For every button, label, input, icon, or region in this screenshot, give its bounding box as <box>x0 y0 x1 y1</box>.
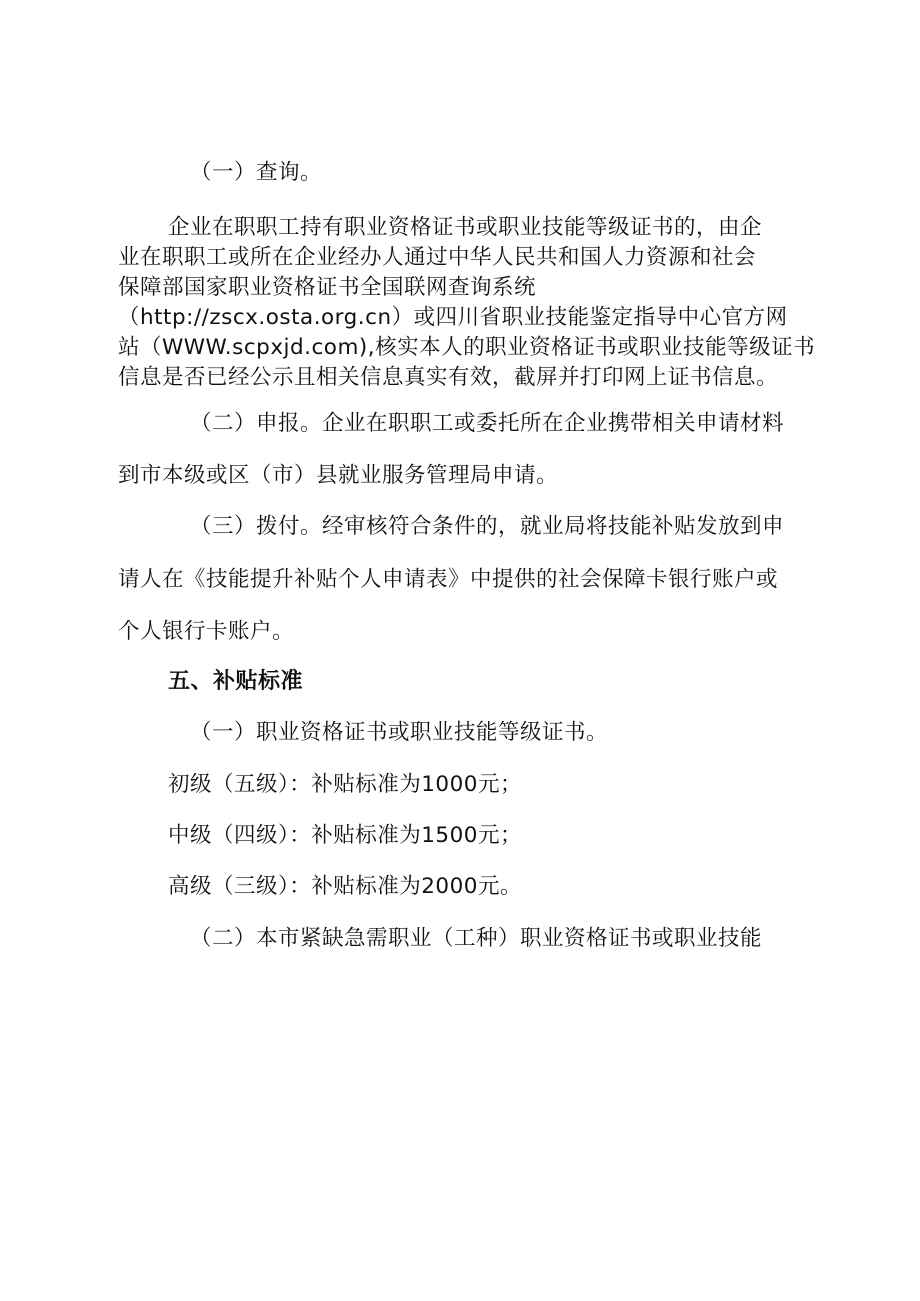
standards-intro: （一）职业资格证书或职业技能等级证书。 <box>190 720 609 745</box>
query-body-line-6: 信息是否已经公示且相关信息真实有效，截屏并打印网上证书信息。 <box>118 365 779 390</box>
query-body-line-1: 企业在职职工持有职业资格证书或职业技能等级证书的，由企 <box>168 215 763 240</box>
level-primary: 初级（五级）：补贴标准为1000元； <box>168 772 522 797</box>
payment-line-3: 个人银行卡账户。 <box>118 619 295 644</box>
shortage-line: （二）本市紧缺急需职业（工种）职业资格证书或职业技能 <box>190 926 763 951</box>
declare-line-2: 到市本级或区（市）县就业服务管理局申请。 <box>118 463 559 488</box>
level-intermediate: 中级（四级）：补贴标准为1500元； <box>168 823 522 848</box>
payment-line-2: 请人在《技能提升补贴个人申请表》中提供的社会保障卡银行账户或 <box>118 567 779 592</box>
level-advanced: 高级（三级）：补贴标准为2000元。 <box>168 874 522 899</box>
query-heading: （一）查询。 <box>190 160 323 185</box>
query-body-line-5: 站（WWW.scpxjd.com),核实本人的职业资格证书或职业技能等级证书 <box>118 335 816 360</box>
query-body-line-4: （http://zscx.osta.org.cn）或四川省职业技能鉴定指导中心官方网 <box>118 305 788 330</box>
query-body-line-3: 保障部国家职业资格证书全国联网查询系统 <box>118 275 537 300</box>
declare-line-1: （二）申报。企业在职职工或委托所在企业携带相关申请材料 <box>190 411 785 436</box>
payment-line-1: （三）拨付。经审核符合条件的，就业局将技能补贴发放到申 <box>190 514 785 539</box>
section-title: 五、补贴标准 <box>168 669 304 694</box>
query-body-line-2: 业在职职工或所在企业经办人通过中华人民共和国人力资源和社会 <box>118 245 757 270</box>
